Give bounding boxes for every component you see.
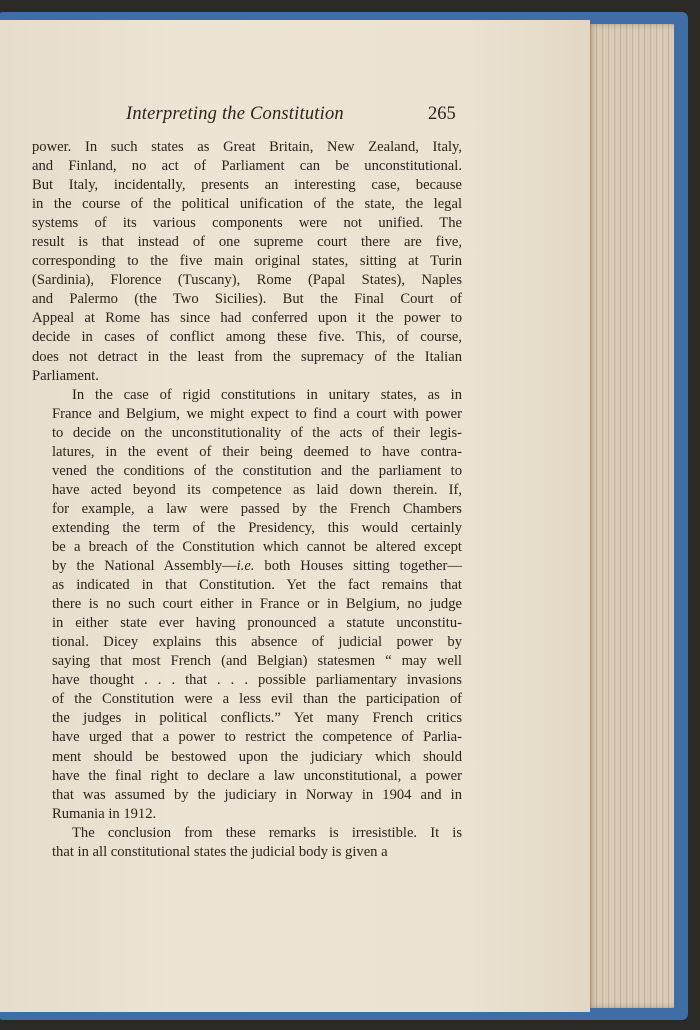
text-line: of the Constitution were a less evil than the participation of bbox=[52, 691, 462, 708]
text-line: and Palermo (the Two Sicilies). But the Final Court of bbox=[32, 291, 462, 308]
text-line: corresponding to the five main original states, sitting at Turin bbox=[32, 253, 462, 270]
paragraph-3 bbox=[32, 824, 462, 862]
page-number: 265 bbox=[428, 104, 456, 124]
text-line: latures, in the event of their being deemed to have contra- bbox=[52, 443, 462, 460]
text-line: systems of its various components were not unified. The bbox=[32, 215, 462, 232]
text-line: But Italy, incidentally, presents an interesting case, because bbox=[32, 177, 462, 194]
text-line: have the final right to declare a law unconstitutional, a power bbox=[52, 767, 462, 784]
book-page bbox=[0, 20, 590, 1012]
paragraph-1 bbox=[32, 138, 462, 386]
text-line: saying that most French (and Belgian) statesmen “ may well bbox=[52, 653, 462, 670]
text-line: the judges in political conflicts.” Yet many French critics bbox=[52, 710, 462, 727]
text-line: have thought . . . that . . . possible parliamentary invasions bbox=[52, 672, 462, 689]
text-line: does not detract in the least from the supremacy of the Italian bbox=[32, 348, 462, 365]
text-line: in the course of the political unification of the state, the legal bbox=[32, 196, 462, 213]
text-line: extending the term of the Presidency, this would certainly bbox=[52, 519, 462, 536]
text-line: and Finland, no act of Parliament can be unconstitutional. bbox=[32, 158, 462, 175]
text-line: to decide on the unconstitutionality of the acts of their legis- bbox=[52, 424, 462, 441]
text-line: have urged that a power to restrict the competence of Parlia- bbox=[52, 729, 462, 746]
text-line: ment should be bestowed upon the judiciary which should bbox=[52, 748, 462, 765]
paragraph-2 bbox=[32, 386, 462, 824]
text-line: as indicated in that Constitution. Yet the fact remains that bbox=[52, 577, 462, 594]
text-line: that was assumed by the judiciary in Norway in 1904 and in bbox=[52, 786, 462, 803]
text-line: Parliament. bbox=[32, 367, 99, 384]
text-line: vened the conditions of the constitution and the parliament to bbox=[52, 462, 462, 479]
text-line: (Sardinia), Florence (Tuscany), Rome (Papal States), Naples bbox=[32, 272, 462, 289]
running-head bbox=[0, 104, 590, 128]
text-line: France and Belgium, we might expect to find a court with power bbox=[52, 405, 462, 422]
text-line: have acted beyond its competence as laid down therein. If, bbox=[52, 481, 462, 498]
text-line: In the case of rigid constitutions in unitary states, as in bbox=[72, 386, 462, 403]
text-line: The conclusion from these remarks is irresistible. It is bbox=[72, 824, 462, 841]
text-line: result is that instead of one supreme court there are five, bbox=[32, 234, 462, 251]
text-line: Rumania in 1912. bbox=[52, 805, 157, 822]
page-edges bbox=[588, 24, 676, 1008]
body-text bbox=[32, 138, 462, 862]
text-line: Appeal at Rome has since had conferred upon it the power to bbox=[32, 310, 462, 327]
text-line: that in all constitutional states the judicial body is given a bbox=[52, 843, 388, 860]
text-line: in either state ever having pronounced a statute unconstitu- bbox=[52, 615, 462, 632]
text-line: decide in cases of conflict among these five. This, of course, bbox=[32, 329, 462, 346]
running-head-title: Interpreting the Constitution bbox=[126, 104, 344, 124]
text-line: there is no such court either in France or in Belgium, no judge bbox=[52, 596, 462, 613]
text-line: tional. Dicey explains this absence of judicial power by bbox=[52, 634, 462, 651]
text-line: power. In such states as Great Britain, New Zealand, Italy, bbox=[32, 139, 462, 155]
text-line: for example, a law were passed by the French Chambers bbox=[52, 500, 462, 517]
text-line: by the National Assembly—i.e. both Houses sitting together— bbox=[52, 558, 462, 575]
text-line: be a breach of the Constitution which cannot be altered except bbox=[52, 538, 462, 555]
